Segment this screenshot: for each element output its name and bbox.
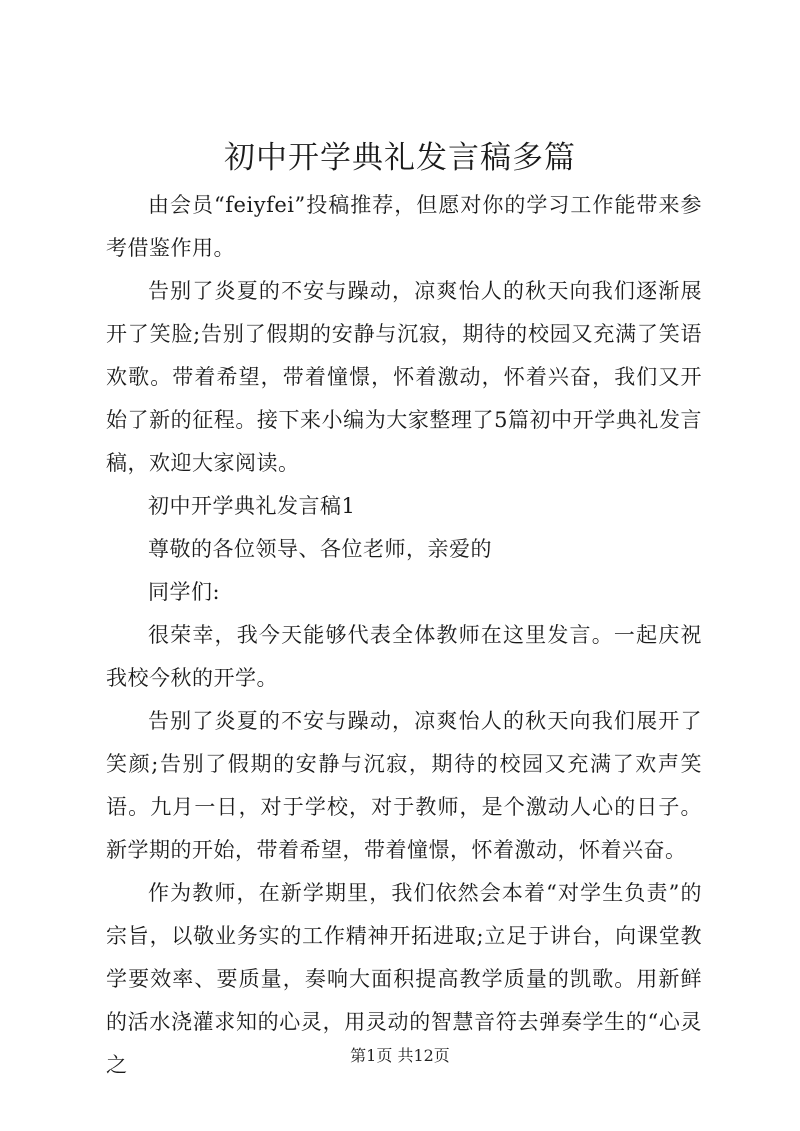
document-body bbox=[106, 184, 702, 1087]
paragraph: 作为教师，在新学期里，我们依然会本着“对学生负责”的宗旨，以敬业务实的工作精神开拓进取;立足于讲台，向课堂教学要效率、要质量，奏响大面积提高教学质量的凯歌。用新鲜的活水浇灌求知的心灵，用灵动的智慧音符去弹奏学生的“心灵之 bbox=[106, 881, 702, 1077]
document-title: 初中开学典礼发言稿多篇 bbox=[224, 140, 576, 176]
section-heading: 初中开学典礼发言稿1 bbox=[148, 494, 356, 518]
paragraph: 由会员“feiyfei”投稿推荐，但愿对你的学习工作能带来参考借鉴作用。 bbox=[106, 193, 702, 260]
paragraph: 告别了炎夏的不安与躁动，凉爽怡人的秋天向我们逐渐展开了笑脸;告别了假期的安静与沉寂，期待的校园又充满了笑语欢歌。带着希望，带着憧憬，怀着激动，怀着兴奋，我们又开始了新的征程。接下来小编为大家整理了5篇初中开学典礼发言稿，欢迎大家阅读。 bbox=[106, 279, 702, 475]
salutation: 尊敬的各位领导、各位老师，亲爱的 bbox=[148, 537, 492, 561]
paragraph: 告别了炎夏的不安与躁动，凉爽怡人的秋天向我们展开了笑颜;告别了假期的安静与沉寂，期待的校园又充满了欢声笑语。九月一日，对于学校，对于教师，是个激动人心的日子。新学期的开始，带着希望，带着憧憬，怀着激动，怀着兴奋。 bbox=[106, 709, 702, 862]
page-footer: 第1页 共12页 bbox=[350, 1046, 450, 1065]
salutation-continued: 同学们: bbox=[148, 580, 221, 604]
paragraph: 很荣幸，我今天能够代表全体教师在这里发言。一起庆祝我校今秋的开学。 bbox=[106, 623, 702, 690]
